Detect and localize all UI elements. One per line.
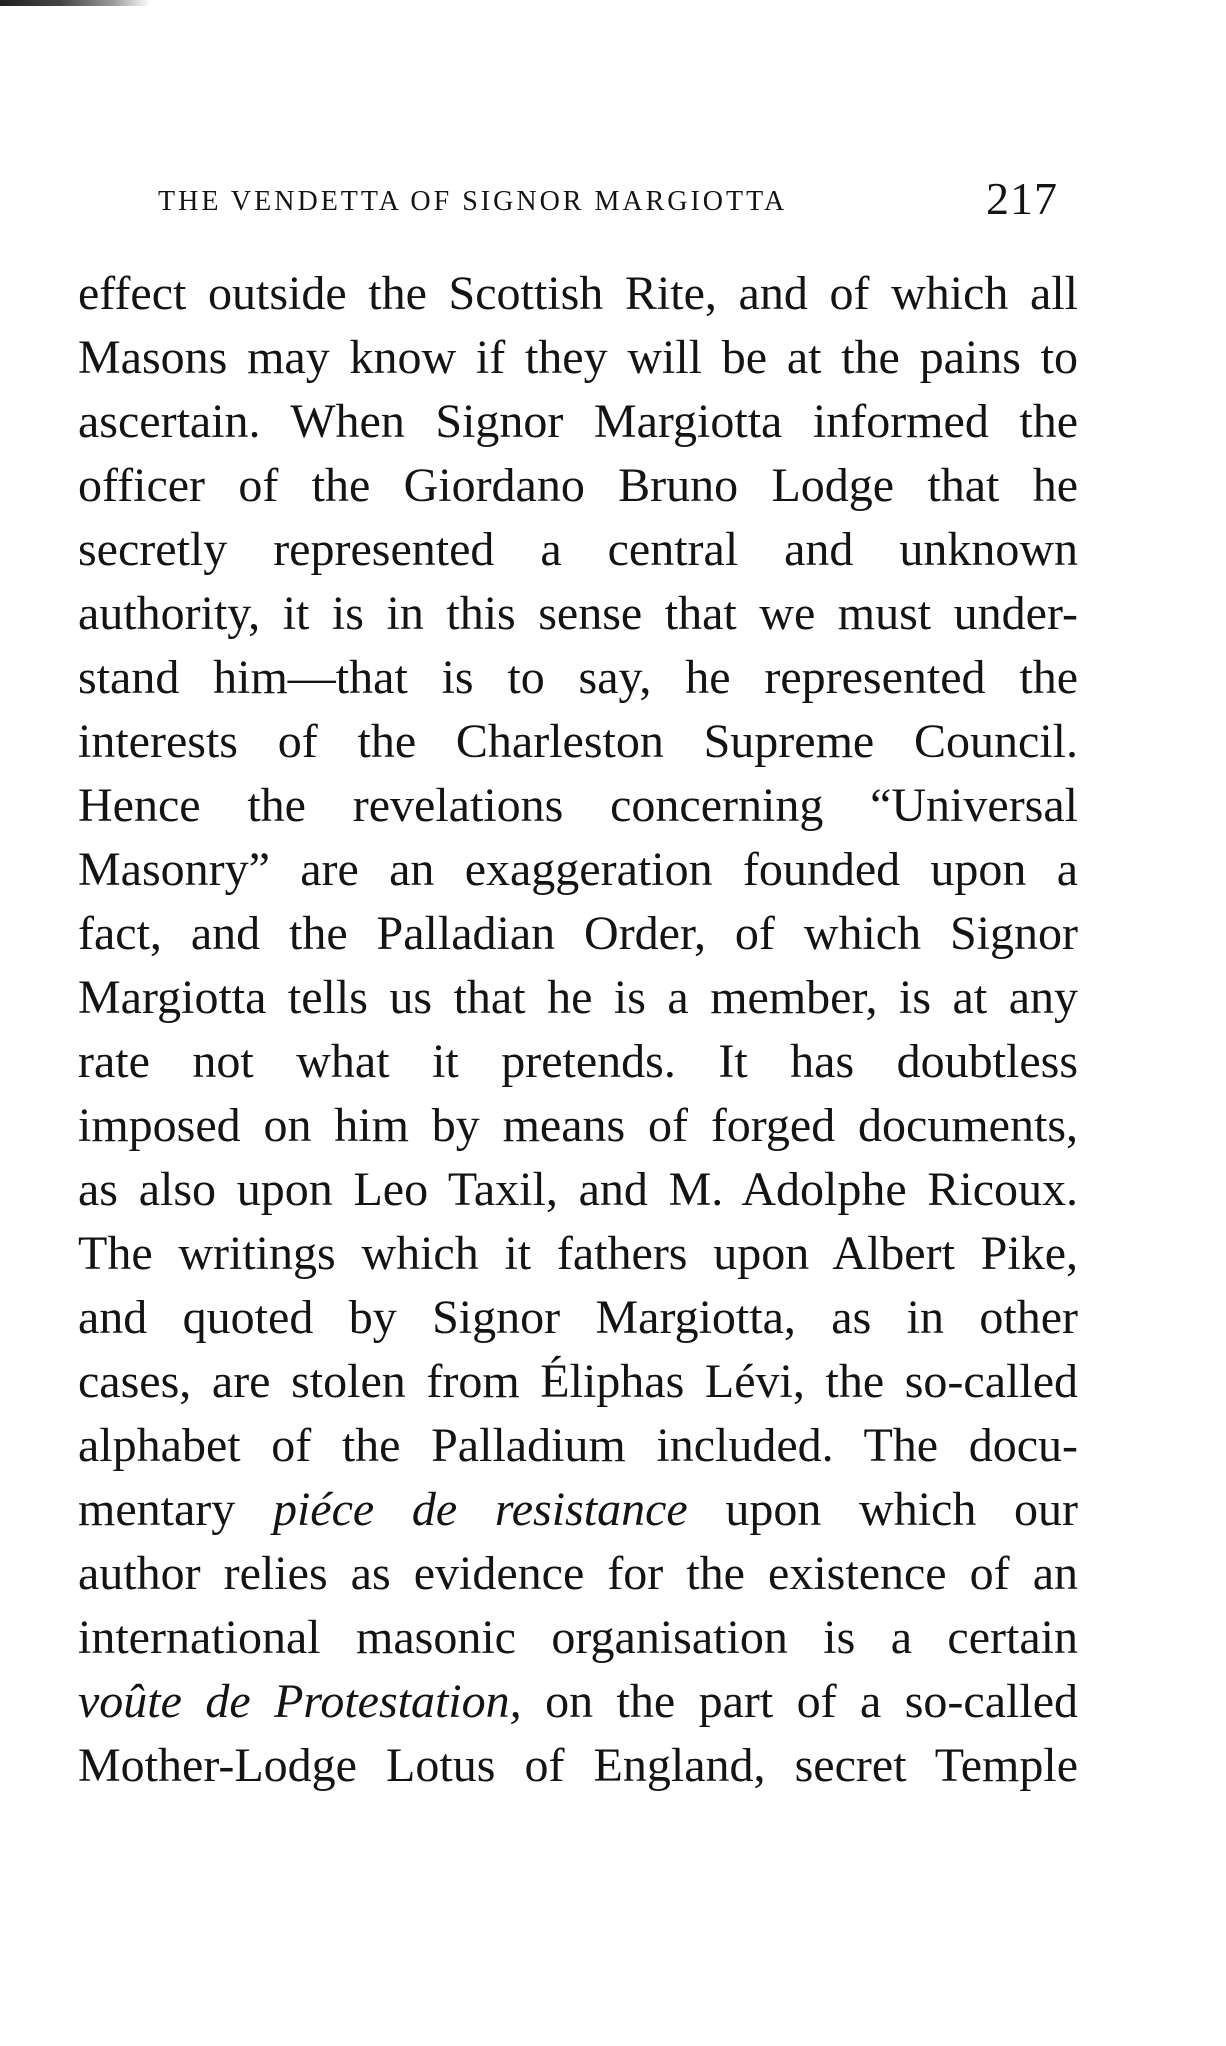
text-line: author relies as evidence for the existence of an — [78, 1547, 1078, 1600]
text-line: secretly represented a central and unknown — [78, 523, 1078, 576]
text-line: fact, and the Palladian Order, of which Signor — [78, 907, 1078, 960]
text-line: Mother-Lodge Lotus of England, secret Temple — [78, 1739, 1078, 1792]
text-line: alphabet of the Palladium included. The docu- — [78, 1419, 1078, 1472]
text-line: officer of the Giordano Bruno Lodge that he — [78, 459, 1078, 512]
text-line: authority, it is in this sense that we must under- — [78, 587, 1078, 640]
text-line: Margiotta tells us that he is a member, is at any — [78, 971, 1078, 1024]
text-line: rate not what it pretends. It has doubtless — [78, 1035, 1078, 1088]
text-line: cases, are stolen from Éliphas Lévi, the so-called — [78, 1355, 1078, 1408]
text-run: on the part of a so-called — [521, 1675, 1079, 1728]
text-line: as also upon Leo Taxil, and M. Adolphe Ricoux. — [78, 1163, 1078, 1216]
text-line: imposed on him by means of forged documents, — [78, 1099, 1078, 1152]
text-line: effect outside the Scottish Rite, and of which all — [78, 267, 1078, 320]
body-text — [78, 262, 1078, 1798]
text-line-with-italic — [78, 1670, 1078, 1734]
text-line-with-italic — [78, 1478, 1078, 1542]
italic-phrase: piéce de resistance — [272, 1483, 688, 1536]
text-line: interests of the Charleston Supreme Council. — [78, 715, 1078, 768]
text-run: mentary — [78, 1483, 273, 1536]
text-run: upon which our — [687, 1483, 1078, 1536]
running-title: THE VENDETTA OF SIGNOR MARGIOTTA — [158, 186, 788, 217]
text-line: Masonry” are an exaggeration founded upon a — [78, 843, 1078, 896]
text-line: Hence the revelations concerning “Universal — [78, 779, 1078, 832]
running-head — [158, 172, 1058, 232]
text-line: The writings which it fathers upon Albert Pike, — [78, 1227, 1078, 1280]
text-line: Masons may know if they will be at the pains to — [78, 331, 1078, 384]
text-line: international masonic organisation is a certain — [78, 1611, 1078, 1664]
text-line: and quoted by Signor Margiotta, as in other — [78, 1291, 1078, 1344]
scan-edge-mark — [0, 0, 150, 6]
text-line: ascertain. When Signor Margiotta informed the — [78, 395, 1078, 448]
page-number: 217 — [986, 173, 1058, 224]
text-line: stand him—that is to say, he represented the — [78, 651, 1078, 704]
italic-phrase: voûte de Protestation, — [78, 1675, 522, 1728]
